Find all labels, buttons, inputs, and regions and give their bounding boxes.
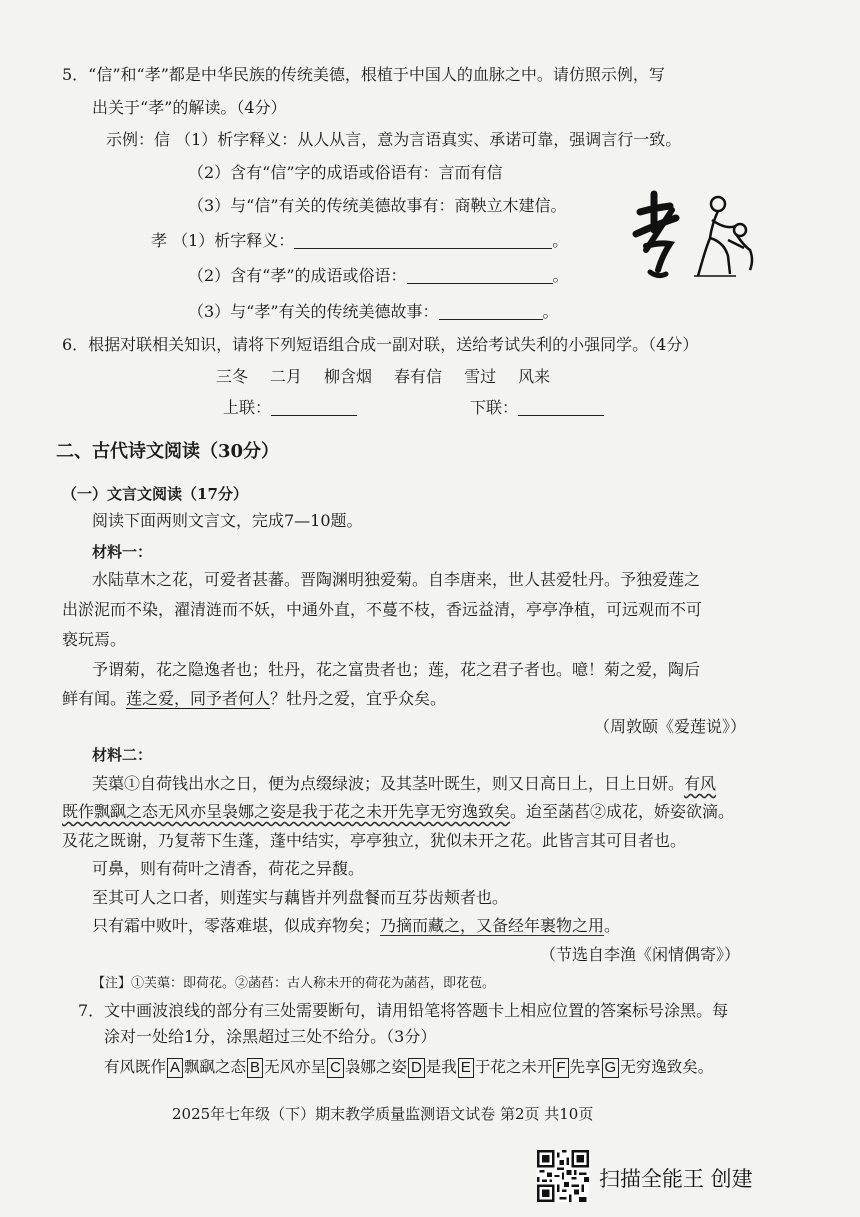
m2-text: 。迨至菡萏②成花，娇姿欲滴。 (510, 802, 735, 821)
upper-label: 上联： (223, 398, 272, 417)
answer-box-b[interactable]: B (247, 1058, 263, 1078)
page-footer: 2025年七年级（下）期末教学质量监测语文试卷 第2页 共10页 (172, 1105, 594, 1123)
m2-para3: 至其可人之口者，则莲实与藕皆并列盘餐而互芬齿颊者也。 (92, 888, 509, 907)
wavy-underline-text: 有风 (684, 774, 717, 793)
q5-xiao-3 (188, 301, 559, 323)
q6-option: 柳含烟 (324, 367, 373, 386)
wavy-underline-text: 既作飘飖之态无风亦呈袅娜之姿是我于花之未开先享无穷逸致矣 (62, 802, 511, 821)
q7-seg: 先享 (569, 1058, 601, 1076)
q6-options (216, 366, 572, 388)
m2-source: （节选自李渔《闲情偶寄》） (540, 945, 741, 964)
q7-seg: 是我 (425, 1058, 457, 1076)
answer-box-a[interactable]: A (167, 1058, 183, 1078)
answer-box-d[interactable]: D (408, 1058, 425, 1078)
m2-text: 芙蕖①自荷钱出水之日，便为点缀绿波；及其茎叶既生，则又日高日上，日上日妍。 (92, 774, 685, 793)
q5-xiao-3-label: （3）与“孝”有关的传统美德故事： (188, 302, 439, 321)
m1-text: 鲜有闻。 (62, 689, 127, 708)
q6-upper-couplet (223, 397, 357, 419)
q7-seg: 于花之未开 (474, 1058, 553, 1076)
q6-lower-couplet (470, 397, 604, 419)
material-1-title: 材料一： (92, 543, 153, 561)
answer-box-g[interactable]: G (602, 1058, 620, 1078)
m1-text: ？牡丹之爱，宜乎众矣。 (270, 689, 447, 708)
q5-line1: 5．“信”和“孝”都是中华民族的传统美德，根植于中国人的血脉之中。请仿照示例，写 (62, 65, 665, 84)
q5-xiao-2 (188, 265, 569, 287)
m2-text: 只有霜中败叶，零落难堪，似成弃物矣； (92, 916, 381, 935)
q7-seg: 有风既作 (104, 1058, 167, 1076)
answer-blank[interactable] (439, 303, 543, 320)
reading-intro: 阅读下面两则文言文，完成7—10题。 (92, 511, 363, 530)
q5-xiao-1 (151, 230, 568, 252)
m1-para2-line1: 予谓菊，花之隐逸者也；牡丹，花之富贵者也；莲，花之君子者也。噫！菊之爱，陶后 (92, 660, 701, 679)
q6-option: 三冬 (216, 367, 249, 386)
q5-xiao-1-label: 孝 （1）析字释义： (151, 231, 295, 250)
period: 。 (552, 231, 569, 250)
m2-para1-line1 (92, 773, 716, 795)
m1-para2-line2 (62, 688, 446, 710)
xiao-illustration (632, 190, 762, 285)
section-title: 二、古代诗文阅读（30分） (56, 441, 280, 462)
upper-blank[interactable] (271, 399, 357, 416)
q5-line2: 出关于“孝”的解读。（4分） (92, 98, 287, 117)
underlined-sentence: 乃摘而藏之，又备经年裹物之用 (380, 916, 605, 935)
m1-para1-line1: 水陆草木之花，可爱者甚蕃。晋陶渊明独爱菊。自李唐来，世人甚爱牡丹。予独爱莲之 (92, 570, 701, 589)
m2-text: 。 (604, 916, 621, 935)
subsection-title: （一）文言文阅读（17分） (62, 485, 248, 503)
q7-line1: 7．文中画波浪线的部分有三处需要断句，请用铅笔将答题卡上相应位置的答案标号涂黑。每 (78, 1001, 729, 1020)
q5-example-2: （2）含有“信”字的成语或俗语有：言而有信 (188, 163, 503, 182)
qr-code-icon (537, 1150, 589, 1202)
q5-xiao-2-label: （2）含有“孝”的成语或俗语： (188, 266, 407, 285)
q7-seg: 无穷逸致矣。 (620, 1058, 714, 1076)
scanner-watermark: 扫描全能王 创建 (599, 1167, 753, 1191)
q7-seg: 袅娜之姿 (344, 1058, 407, 1076)
m1-para1-line3: 亵玩焉。 (62, 630, 127, 649)
q7-seg: 无风亦呈 (264, 1058, 327, 1076)
m2-para4 (92, 915, 620, 937)
filial-figures-icon (694, 197, 752, 276)
q6-option: 春有信 (394, 367, 443, 386)
material-2-title: 材料二： (92, 746, 153, 764)
xiao-calligraphy-icon (636, 194, 676, 276)
m1-para1-line2: 出淤泥而不染，濯清涟而不妖，中通外直，不蔓不枝，香远益清，亭亭净植，可远观而不可 (62, 600, 703, 619)
q6-line1: 6．根据对联相关知识，请将下列短语组合成一副对联，送给考试失利的小强同学。（4分） (62, 335, 699, 354)
q6-option: 风来 (518, 367, 551, 386)
answer-blank[interactable] (294, 232, 552, 249)
underlined-sentence: 莲之爱，同予者何人 (126, 689, 271, 708)
answer-blank[interactable] (407, 267, 553, 284)
lower-label: 下联： (470, 398, 519, 417)
q6-option: 二月 (270, 367, 303, 386)
answer-box-c[interactable]: C (327, 1058, 344, 1078)
q7-sentence (104, 1056, 713, 1078)
annotation-note: 【注】①芙蕖：即荷花。②菡萏：古人称未开的荷花为菡萏，即花苞。 (92, 976, 496, 991)
q5-example-1: 示例：信 （1）析字释义：从人从言，意为言语真实、承诺可靠，强调言行一致。 (106, 130, 682, 149)
lower-blank[interactable] (518, 399, 604, 416)
m2-para1-line3: 及花之既谢，乃复蒂下生蓬，蓬中结实，亭亭独立，犹似未开之花。此皆言其可目者也。 (62, 831, 687, 850)
period: 。 (542, 302, 559, 321)
m1-source: （周敦颐《爱莲说》） (594, 717, 747, 736)
period: 。 (552, 266, 569, 285)
q7-line2: 涂对一处给1分，涂黑超过三处不给分。（3分） (104, 1027, 437, 1046)
answer-box-f[interactable]: F (553, 1058, 568, 1078)
m2-para2: 可鼻，则有荷叶之清香，荷花之异馥。 (92, 859, 365, 878)
q5-example-3: （3）与“信”有关的传统美德故事有：商鞅立木建信。 (188, 196, 567, 215)
q7-seg: 飘飖之态 (184, 1058, 247, 1076)
q6-option: 雪过 (464, 367, 497, 386)
m2-para1-line2 (62, 801, 734, 823)
answer-box-e[interactable]: E (458, 1058, 474, 1078)
